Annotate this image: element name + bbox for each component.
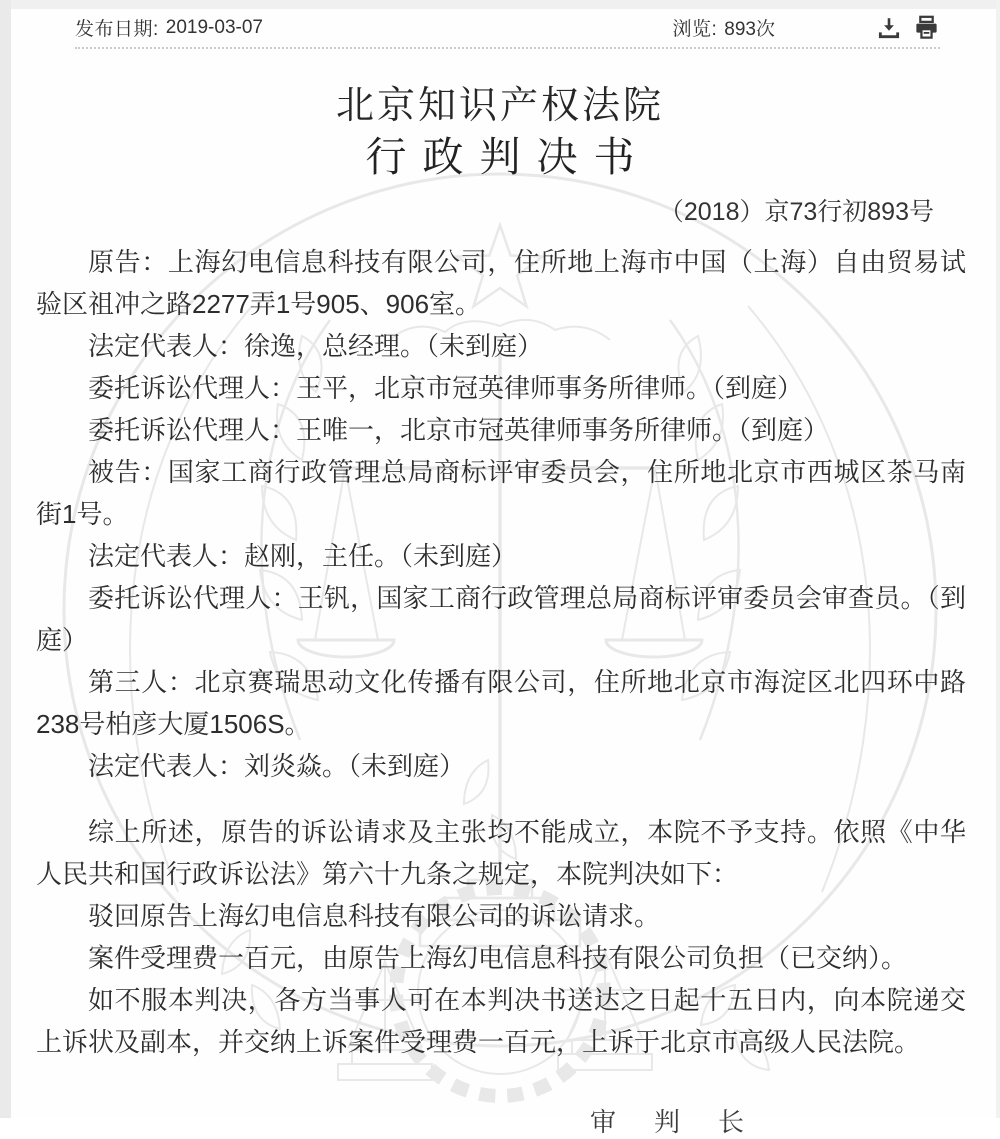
- views-value: 893次: [724, 19, 775, 40]
- page-edge-left: [0, 0, 11, 1118]
- judgment-body: [0, 241, 1000, 1063]
- paragraph: 驳回原告上海幻电信息科技有限公司的诉讼请求。: [88, 901, 661, 931]
- publish-date-value: 2019-03-07: [165, 16, 263, 38]
- header-actions: [875, 14, 940, 41]
- party-section: [36, 241, 966, 787]
- paragraph: 如不服本判决，各方当事人可在本判决书送达之日起十五日内，向本院递交上诉状及副本，并交纳上诉案件受理费一百元，上诉于北京市高级人民法院。: [36, 985, 966, 1057]
- ruling-section: [36, 811, 966, 1063]
- paragraph: 委托诉讼代理人：王钒，国家工商行政管理总局商标评审委员会审查员。（到庭）: [36, 583, 966, 655]
- views-group: [673, 14, 775, 41]
- paragraph: 法定代表人：赵刚，主任。（未到庭）: [88, 541, 518, 571]
- paragraph: 委托诉讼代理人：王平，北京市冠英律师事务所律师。（到庭）: [88, 373, 804, 403]
- paragraph: 综上所述，原告的诉讼请求及主张均不能成立，本院不予支持。依照《中华人民共和国行政诉讼法》第六十九条之规定，本院判决如下：: [36, 817, 966, 889]
- paragraph: 原告：上海幻电信息科技有限公司，住所地上海市中国（上海）自由贸易试验区祖冲之路2277弄1号905、906室。: [36, 247, 966, 319]
- judge-signature-line-partial: 审判长: [590, 1107, 783, 1137]
- section-gap: [36, 787, 966, 811]
- court-name-title: 北京知识产权法院: [335, 85, 664, 127]
- paragraph: 第三人：北京赛瑞思动文化传播有限公司，住所地北京市海淀区北四环中路238号柏彦大厦1506S。: [36, 667, 966, 739]
- paragraph: 法定代表人：徐逸，总经理。（未到庭）: [88, 331, 544, 361]
- publish-date-label: 发布日期:: [75, 19, 159, 40]
- page-edge-top: [0, 0, 1000, 9]
- paragraph: 案件受理费一百元，由原告上海幻电信息科技有限公司负担（已交纳）。: [88, 943, 908, 973]
- page-edge-right: [996, 0, 1000, 1118]
- views-label: 浏览:: [672, 19, 718, 40]
- case-number: （2018）京73行初893号: [658, 198, 934, 226]
- document-type-title: 行政判决书: [365, 134, 651, 180]
- paragraph: 委托诉讼代理人：王唯一，北京市冠英律师事务所律师。（到庭）: [88, 415, 830, 445]
- paragraph: 法定代表人：刘炎焱。（未到庭）: [88, 751, 466, 781]
- download-icon[interactable]: [875, 14, 902, 41]
- print-icon[interactable]: [913, 14, 940, 41]
- paragraph: 被告：国家工商行政管理总局商标评审委员会，住所地北京市西城区茶马南街1号。: [36, 457, 966, 529]
